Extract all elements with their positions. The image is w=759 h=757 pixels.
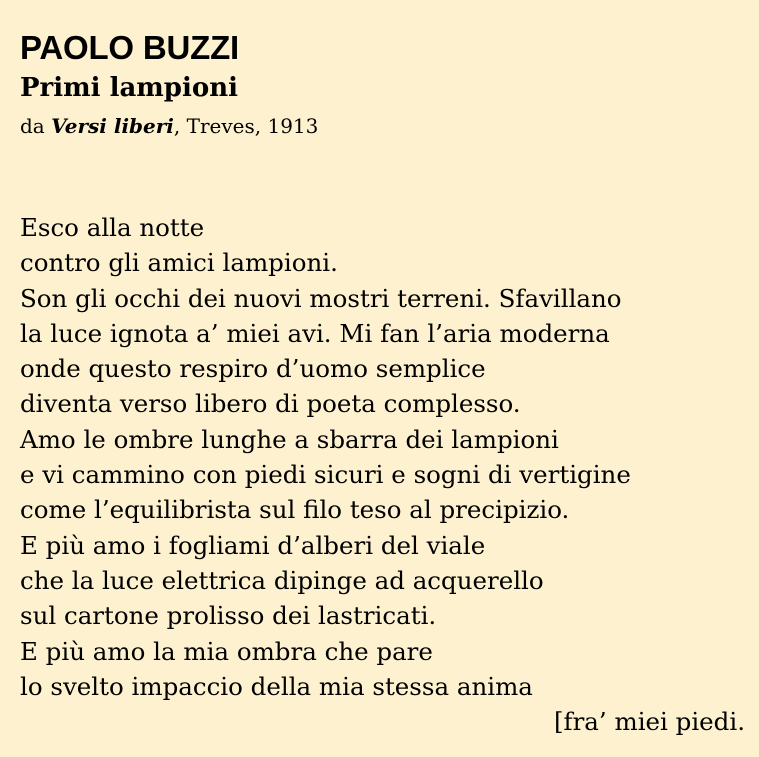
poem-line: Son gli occhi dei nuovi mostri terreni. Sfavillano [20, 283, 622, 313]
author-name: PAOLO BUZZI [20, 29, 240, 66]
poem-title: Primi lampioni [20, 73, 238, 103]
poem-line: E più amo i fogliami d’alberi del viale [20, 530, 486, 560]
poem-line-continuation: [fra’ miei piedi. [553, 707, 745, 737]
poem-line: che la luce elettrica dipinge ad acquerello [20, 565, 544, 595]
source-publisher-year: , Treves, 1913 [173, 114, 319, 138]
source-citation [20, 112, 318, 140]
poem-line: E più amo la mia ombra che pare [20, 636, 433, 666]
source-prefix: da [20, 114, 52, 138]
source-book-title: Versi liberi [51, 114, 174, 138]
poem-line: contro gli amici lampioni. [20, 248, 338, 278]
poem-line: lo svelto impaccio della mia stessa anima [20, 671, 533, 701]
poem-text [20, 210, 745, 739]
poem-line: sul cartone prolisso dei lastricati. [20, 601, 437, 631]
poem-line: diventa verso libero di poeta complesso. [20, 389, 521, 419]
poem-line: Esco alla notte [20, 213, 205, 242]
poem-line: la luce ignota a’ miei avi. Mi fan l’aria moderna [20, 318, 610, 348]
poem-line: come l’equilibrista sul filo teso al precipizio. [20, 495, 570, 525]
poem-line: onde questo respiro d’uomo semplice [20, 354, 486, 384]
poem-line: Amo le ombre lunghe a sbarra dei lampioni [20, 424, 559, 454]
poem-line: e vi cammino con piedi sicuri e sogni di vertigine [20, 460, 631, 490]
